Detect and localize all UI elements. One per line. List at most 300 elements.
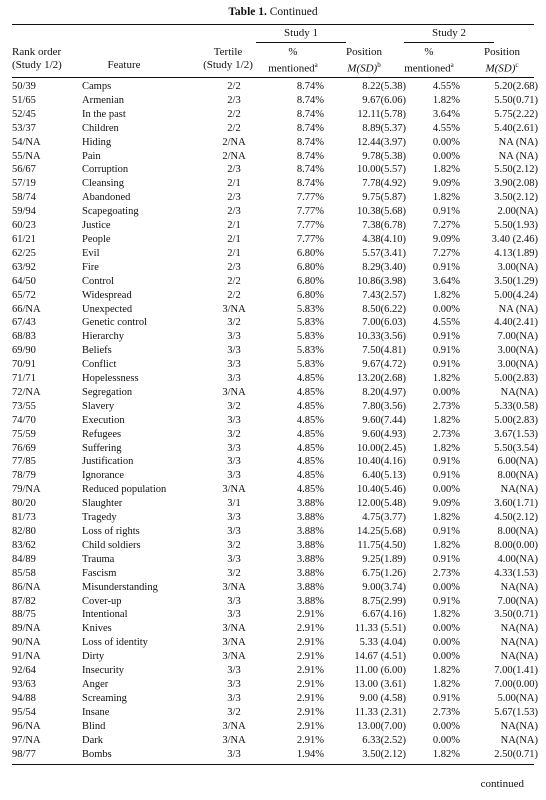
pos2-cell: 3.40 (2.46) <box>491 233 538 245</box>
pct2-header-line1: % <box>424 46 434 58</box>
table-row <box>12 94 538 108</box>
tertile-cell: 2/3 <box>227 164 241 176</box>
tertile-cell: 2/1 <box>227 178 241 190</box>
pos1-cell: 10.38(5.68) <box>357 206 406 218</box>
pct2-cell: 1.82% <box>432 512 460 524</box>
rank-cell: 98/77 <box>12 748 36 760</box>
feature-cell: Armenian <box>82 94 124 106</box>
table-row <box>12 386 538 400</box>
tertile-cell: 3/NA <box>222 651 246 663</box>
pct1-cell: 4.85% <box>296 484 324 496</box>
pos2-cell: 3.67(1.53) <box>494 428 538 440</box>
pos1-cell: 7.43(2.57) <box>362 289 406 301</box>
rank-cell: 91/NA <box>12 651 41 663</box>
pct1-cell: 8.74% <box>296 136 324 148</box>
table-row <box>12 692 538 706</box>
pct1-cell: 2.91% <box>296 665 324 677</box>
continued-note: continued <box>480 778 524 790</box>
pos1-cell: 14.25(5.68) <box>357 526 406 537</box>
table-title <box>0 6 546 18</box>
rank-cell: 50/39 <box>12 81 36 92</box>
rank-cell: 80/20 <box>12 498 36 510</box>
pos1-cell: 8.75(2.99) <box>362 595 406 607</box>
pos1-cell: 10.33(3.56) <box>357 331 406 343</box>
pos2-cell: 8.00(0.00) <box>494 539 538 551</box>
rank-cell: 83/62 <box>12 539 36 551</box>
pct2-cell: 1.82% <box>432 164 460 176</box>
tertile-cell: 3/NA <box>222 386 246 398</box>
tertile-cell: 3/3 <box>227 553 241 565</box>
rank-cell: 93/63 <box>12 678 36 690</box>
tertile-cell: 2/3 <box>227 94 241 106</box>
feature-cell: Pain <box>82 150 101 162</box>
pos2-cell: 4.40(2.41) <box>494 317 538 329</box>
pos1-cell: 6.67(4.16) <box>362 609 406 621</box>
pos2-cell: 5.00(4.24) <box>494 289 538 301</box>
tertile-cell: 3/NA <box>222 734 246 746</box>
pos2-cell: 4.33(1.53) <box>494 567 538 579</box>
table-row <box>12 247 538 261</box>
pos1-cell: 14.67 (4.51) <box>354 651 406 663</box>
rank-cell: 73/55 <box>12 400 36 412</box>
tertile-cell: 2/NA <box>222 150 246 162</box>
tertile-cell: 3/3 <box>227 692 241 704</box>
pct2-cell: 0.91% <box>432 206 460 218</box>
pos1-cell: 11.00 (6.00) <box>354 665 406 677</box>
feature-cell: Segregation <box>82 386 133 398</box>
rank-cell: 79/NA <box>12 484 41 496</box>
pos1-cell: 13.00 (3.61) <box>354 678 406 690</box>
tertile-cell: 3/3 <box>227 665 241 677</box>
table-row <box>12 455 538 469</box>
pos1-cell: 10.86(3.98) <box>357 275 406 287</box>
pos1-cell: 8.29(3.40) <box>362 261 406 273</box>
table-row <box>12 372 538 386</box>
pct2-cell: 0.00% <box>432 734 460 746</box>
table-row <box>12 595 538 609</box>
pos2-cell: 5.00(2.83) <box>494 414 538 426</box>
rank-cell: 59/94 <box>12 206 36 218</box>
pct2-cell: 1.82% <box>432 678 460 690</box>
pos1-cell: 12.44(3.97) <box>357 136 406 148</box>
pct1-cell: 2.91% <box>296 706 324 718</box>
tertile-cell: 3/3 <box>227 526 241 537</box>
feature-cell: Conflict <box>82 359 117 371</box>
pct2-cell: 0.91% <box>432 470 460 482</box>
pct2-cell: 9.09% <box>432 178 460 190</box>
pos2-cell: 5.50(3.54) <box>494 442 538 454</box>
pct2-cell: 0.91% <box>432 261 460 273</box>
table-row <box>12 80 538 94</box>
feature-cell: Cleansing <box>82 178 124 190</box>
table-row <box>12 636 538 650</box>
table-row <box>12 678 538 692</box>
tertile-cell: 3/3 <box>227 359 241 371</box>
pos1-header-line1: Position <box>345 46 383 58</box>
table-row <box>12 553 538 567</box>
table-row <box>12 442 538 456</box>
feature-cell: Misunderstanding <box>82 581 158 593</box>
pct1-cell: 2.91% <box>296 651 324 663</box>
feature-cell: Corruption <box>82 164 129 176</box>
study1-underline <box>256 42 346 43</box>
pct1-cell: 5.83% <box>296 359 324 371</box>
tertile-cell: 2/1 <box>227 233 241 245</box>
pct1-cell: 7.77% <box>296 220 324 232</box>
pct1-cell: 3.88% <box>296 526 324 537</box>
feature-cell: Fascism <box>82 567 117 579</box>
tertile-cell: 3/3 <box>227 595 241 607</box>
tertile-cell: 3/NA <box>222 720 246 732</box>
pct1-cell: 4.85% <box>296 414 324 426</box>
tertile-cell: 3/3 <box>227 442 241 454</box>
pct1-cell: 5.83% <box>296 331 324 343</box>
pct2-cell: 0.00% <box>432 303 460 315</box>
table-row <box>12 330 538 344</box>
table-row <box>12 400 538 414</box>
tertile-cell: 3/2 <box>227 567 241 579</box>
pos2-cell: NA(NA) <box>500 720 538 732</box>
tertile-header <box>188 46 268 72</box>
pos2-cell: 5.50(1.93) <box>494 220 538 232</box>
pos2-header <box>470 46 534 76</box>
pos1-cell: 9.78(5.38) <box>362 150 406 162</box>
feature-cell: Genetic control <box>82 317 148 329</box>
feature-cell: People <box>82 233 111 245</box>
rank-cell: 54/NA <box>12 136 41 148</box>
rank-cell: 58/74 <box>12 192 36 204</box>
pos1-cell: 9.67(6.06) <box>362 94 406 106</box>
tertile-cell: 3/2 <box>227 317 241 329</box>
pos1-cell: 8.20(4.97) <box>362 386 406 398</box>
rank-cell: 72/NA <box>12 386 41 398</box>
rank-header <box>12 46 82 72</box>
pos2-cell: 5.40(2.61) <box>494 122 538 134</box>
pct2-cell: 0.91% <box>432 345 460 357</box>
pos2-cell: 8.00(NA) <box>497 526 538 537</box>
pct2-cell: 1.82% <box>432 192 460 204</box>
pos2-cell: 5.33(0.58) <box>494 400 538 412</box>
rank-cell: 90/NA <box>12 637 41 649</box>
table-row <box>12 150 538 164</box>
pos1-cell: 10.40(4.16) <box>357 456 406 468</box>
tertile-cell: 2/2 <box>227 108 241 120</box>
bottom-rule <box>12 764 534 765</box>
pct2-cell: 0.00% <box>432 136 460 148</box>
pct1-cell: 8.74% <box>296 122 324 134</box>
table-body <box>12 80 538 761</box>
table-row <box>12 414 538 428</box>
pct1-cell: 2.91% <box>296 623 324 635</box>
tertile-cell: 2/2 <box>227 122 241 134</box>
pct2-cell: 0.00% <box>432 623 460 635</box>
pct1-cell: 8.74% <box>296 150 324 162</box>
tertile-header-line2: (Study 1/2) <box>203 59 253 71</box>
pos1-cell: 7.00(6.03) <box>362 317 406 329</box>
pct1-header <box>262 46 324 76</box>
rank-cell: 88/75 <box>12 609 36 621</box>
pos1-cell: 8.22(5.38) <box>362 81 406 92</box>
tertile-cell: 3/NA <box>222 637 246 649</box>
pct2-cell: 2.73% <box>432 706 460 718</box>
feature-cell: Widespread <box>82 289 132 301</box>
pct2-cell: 0.00% <box>432 581 460 593</box>
pct1-cell: 8.74% <box>296 164 324 176</box>
pct2-cell: 0.91% <box>432 359 460 371</box>
pos2-cell: 7.00(NA) <box>497 331 538 343</box>
feature-cell: Unexpected <box>82 303 133 315</box>
feature-cell: Reduced population <box>82 484 167 496</box>
pct2-cell: 1.82% <box>432 373 460 385</box>
tertile-cell: 3/3 <box>227 512 241 524</box>
pct1-cell: 4.85% <box>296 456 324 468</box>
table-row <box>12 497 538 511</box>
pos2-cell: NA (NA) <box>498 136 538 148</box>
pos1-cell: 5.57(3.41) <box>362 247 406 259</box>
pos2-cell: 5.20(2.68) <box>494 81 538 92</box>
pct2-cell: 9.09% <box>432 498 460 510</box>
rank-cell: 61/21 <box>12 233 36 245</box>
feature-cell: Knives <box>82 623 112 635</box>
rank-cell: 68/83 <box>12 331 36 343</box>
tertile-cell: 3/3 <box>227 609 241 621</box>
pct1-cell: 8.74% <box>296 81 324 92</box>
pos1-cell: 6.75(1.26) <box>362 567 406 579</box>
feature-cell: Trauma <box>82 553 115 565</box>
tertile-cell: 3/3 <box>227 414 241 426</box>
pos2-cell: 4.50(2.12) <box>494 512 538 524</box>
study1-header: Study 1 <box>284 27 318 39</box>
tertile-cell: 3/1 <box>227 498 241 510</box>
table-row <box>12 303 538 317</box>
rank-cell: 76/69 <box>12 442 36 454</box>
pos2-cell: NA(NA) <box>500 651 538 663</box>
pct1-cell: 2.91% <box>296 734 324 746</box>
table-row <box>12 177 538 191</box>
pos2-cell: NA(NA) <box>500 623 538 635</box>
pct1-cell: 2.91% <box>296 678 324 690</box>
rank-cell: 81/73 <box>12 512 36 524</box>
pos1-cell: 10.00(5.57) <box>357 164 406 176</box>
pct2-cell: 1.82% <box>432 609 460 621</box>
pos2-cell: 5.00(NA) <box>497 692 538 704</box>
rank-cell: 74/70 <box>12 414 36 426</box>
table-row <box>12 650 538 664</box>
rank-cell: 94/88 <box>12 692 36 704</box>
tertile-cell: 3/NA <box>222 581 246 593</box>
pos1-cell: 8.89(5.37) <box>362 122 406 134</box>
pct2-cell: 2.73% <box>432 428 460 440</box>
rank-cell: 67/43 <box>12 317 36 329</box>
pct1-cell: 8.74% <box>296 178 324 190</box>
pct2-cell: 3.64% <box>432 275 460 287</box>
rank-cell: 52/45 <box>12 108 36 120</box>
pct1-cell: 2.91% <box>296 609 324 621</box>
pct2-cell: 0.91% <box>432 553 460 565</box>
pct2-cell: 0.91% <box>432 456 460 468</box>
pct2-cell: 2.73% <box>432 400 460 412</box>
pct2-cell: 9.09% <box>432 233 460 245</box>
pct1-header-line2: mentioned$^a$ <box>268 61 318 75</box>
pct1-cell: 3.88% <box>296 553 324 565</box>
rank-cell: 56/67 <box>12 164 36 176</box>
pos2-cell: 5.50(2.12) <box>494 164 538 176</box>
pos2-header-line1: Position <box>483 46 521 58</box>
pos1-cell: 13.20(2.68) <box>357 373 406 385</box>
feature-cell: Execution <box>82 414 125 426</box>
pos2-cell: 7.00(1.41) <box>494 665 538 677</box>
pct2-cell: 1.82% <box>432 539 460 551</box>
rank-cell: 66/NA <box>12 303 41 315</box>
pos2-cell: 3.50(1.29) <box>494 275 538 287</box>
pos1-cell: 4.75(3.77) <box>362 512 406 524</box>
rank-cell: 95/54 <box>12 706 36 718</box>
rank-header-line2: (Study 1/2) <box>12 59 62 71</box>
rank-cell: 96/NA <box>12 720 41 732</box>
rank-cell: 60/23 <box>12 220 36 232</box>
tertile-cell: 2/2 <box>227 289 241 301</box>
feature-cell: In the past <box>82 108 126 120</box>
pct2-cell: 4.55% <box>432 122 460 134</box>
pct1-cell: 4.85% <box>296 442 324 454</box>
pct1-cell: 4.85% <box>296 400 324 412</box>
rank-cell: 85/58 <box>12 567 36 579</box>
pct2-header <box>398 46 460 76</box>
tertile-cell: 3/2 <box>227 428 241 440</box>
pos1-cell: 12.00(5.48) <box>357 498 406 510</box>
feature-cell: Blind <box>82 720 106 732</box>
pct1-cell: 3.88% <box>296 539 324 551</box>
pct2-cell: 0.91% <box>432 526 460 537</box>
pct1-cell: 8.74% <box>296 94 324 106</box>
pos2-cell: 4.00(NA) <box>497 553 538 565</box>
pos2-cell: 5.67(1.53) <box>494 706 538 718</box>
table-row <box>12 233 538 247</box>
pos1-cell: 9.60(4.93) <box>362 428 406 440</box>
pct2-cell: 1.82% <box>432 665 460 677</box>
tertile-cell: 3/3 <box>227 456 241 468</box>
table-row <box>12 734 538 748</box>
pos1-cell: 9.75(5.87) <box>362 192 406 204</box>
pct2-cell: 0.91% <box>432 692 460 704</box>
rank-cell: 77/85 <box>12 456 36 468</box>
pct1-cell: 4.85% <box>296 373 324 385</box>
pos2-cell: 2.50(0.71) <box>494 748 538 760</box>
rank-cell: 97/NA <box>12 734 41 746</box>
tertile-cell: 3/3 <box>227 470 241 482</box>
table-row <box>12 191 538 205</box>
pos1-cell: 9.00 (4.58) <box>359 692 406 704</box>
feature-cell: Hiding <box>82 136 112 148</box>
feature-header: Feature <box>107 59 141 71</box>
pos2-cell: NA (NA) <box>498 303 538 315</box>
pos2-cell: NA(NA) <box>500 637 538 649</box>
feature-cell: Screaming <box>82 692 127 704</box>
feature-cell: Abandoned <box>82 192 131 204</box>
pct2-cell: 4.55% <box>432 81 460 92</box>
feature-cell: Slaughter <box>82 498 123 510</box>
rank-cell: 86/NA <box>12 581 41 593</box>
pct2-cell: 1.82% <box>432 289 460 301</box>
pos1-cell: 3.50(2.12) <box>362 748 406 760</box>
pct1-cell: 3.88% <box>296 498 324 510</box>
pct1-header-line1: % <box>288 46 298 58</box>
table-row <box>12 289 538 303</box>
feature-cell: Scapegoating <box>82 206 139 218</box>
pos1-cell: 9.60(7.44) <box>362 414 406 426</box>
pct1-cell: 4.85% <box>296 470 324 482</box>
pct1-cell: 3.88% <box>296 567 324 579</box>
table-row <box>12 511 538 525</box>
feature-cell: Insane <box>82 706 110 718</box>
pct1-cell: 7.77% <box>296 233 324 245</box>
top-rule <box>12 24 534 25</box>
feature-cell: Justification <box>82 456 134 468</box>
feature-cell: Hierarchy <box>82 331 124 343</box>
rank-cell: 82/80 <box>12 526 36 537</box>
table-row <box>12 525 538 539</box>
pos1-cell: 4.38(4.10) <box>362 233 406 245</box>
table-row <box>12 163 538 177</box>
feature-cell: Refugees <box>82 428 122 440</box>
tertile-cell: 2/3 <box>227 261 241 273</box>
pct1-cell: 5.83% <box>296 303 324 315</box>
table-row <box>12 358 538 372</box>
table-row <box>12 469 538 483</box>
pct1-cell: 3.88% <box>296 581 324 593</box>
table-row <box>12 720 538 734</box>
pct2-cell: 1.82% <box>432 414 460 426</box>
pos1-cell: 12.11(5.78) <box>357 108 406 120</box>
feature-cell: Loss of rights <box>82 526 140 537</box>
table-row <box>12 219 538 233</box>
pct1-cell: 7.77% <box>296 206 324 218</box>
pos2-header-line2: M(SD)$^c$ <box>485 61 519 75</box>
pos2-cell: 5.50(0.71) <box>494 94 538 106</box>
rank-cell: 53/37 <box>12 122 36 134</box>
table-row <box>12 664 538 678</box>
table-row <box>12 108 538 122</box>
table-row <box>12 567 538 581</box>
feature-cell: Justice <box>82 220 111 232</box>
pct1-cell: 2.91% <box>296 692 324 704</box>
rank-cell: 87/82 <box>12 595 36 607</box>
table-number: Table 1. <box>228 6 267 18</box>
tertile-cell: 3/2 <box>227 539 241 551</box>
tertile-cell: 2/2 <box>227 275 241 287</box>
pos2-cell: 3.50(0.71) <box>494 609 538 621</box>
pct1-cell: 2.91% <box>296 720 324 732</box>
feature-cell: Ignorance <box>82 470 124 482</box>
table-row <box>12 205 538 219</box>
rank-cell: 78/79 <box>12 470 36 482</box>
rank-cell: 75/59 <box>12 428 36 440</box>
tertile-cell: 2/3 <box>227 192 241 204</box>
feature-cell: Hopelessness <box>82 373 139 385</box>
table-row <box>12 608 538 622</box>
pct1-cell: 5.83% <box>296 317 324 329</box>
pct1-cell: 2.91% <box>296 637 324 649</box>
tertile-header-line1: Tertile <box>213 46 243 58</box>
pos2-cell: NA(NA) <box>500 734 538 746</box>
pos1-cell: 7.80(3.56) <box>362 400 406 412</box>
pct2-cell: 1.82% <box>432 442 460 454</box>
feature-cell: Evil <box>82 247 100 259</box>
pos1-cell: 13.00(7.00) <box>357 720 406 732</box>
pct2-cell: 4.55% <box>432 317 460 329</box>
pos2-cell: 7.00(NA) <box>497 595 538 607</box>
table-subtitle: Continued <box>269 6 318 18</box>
